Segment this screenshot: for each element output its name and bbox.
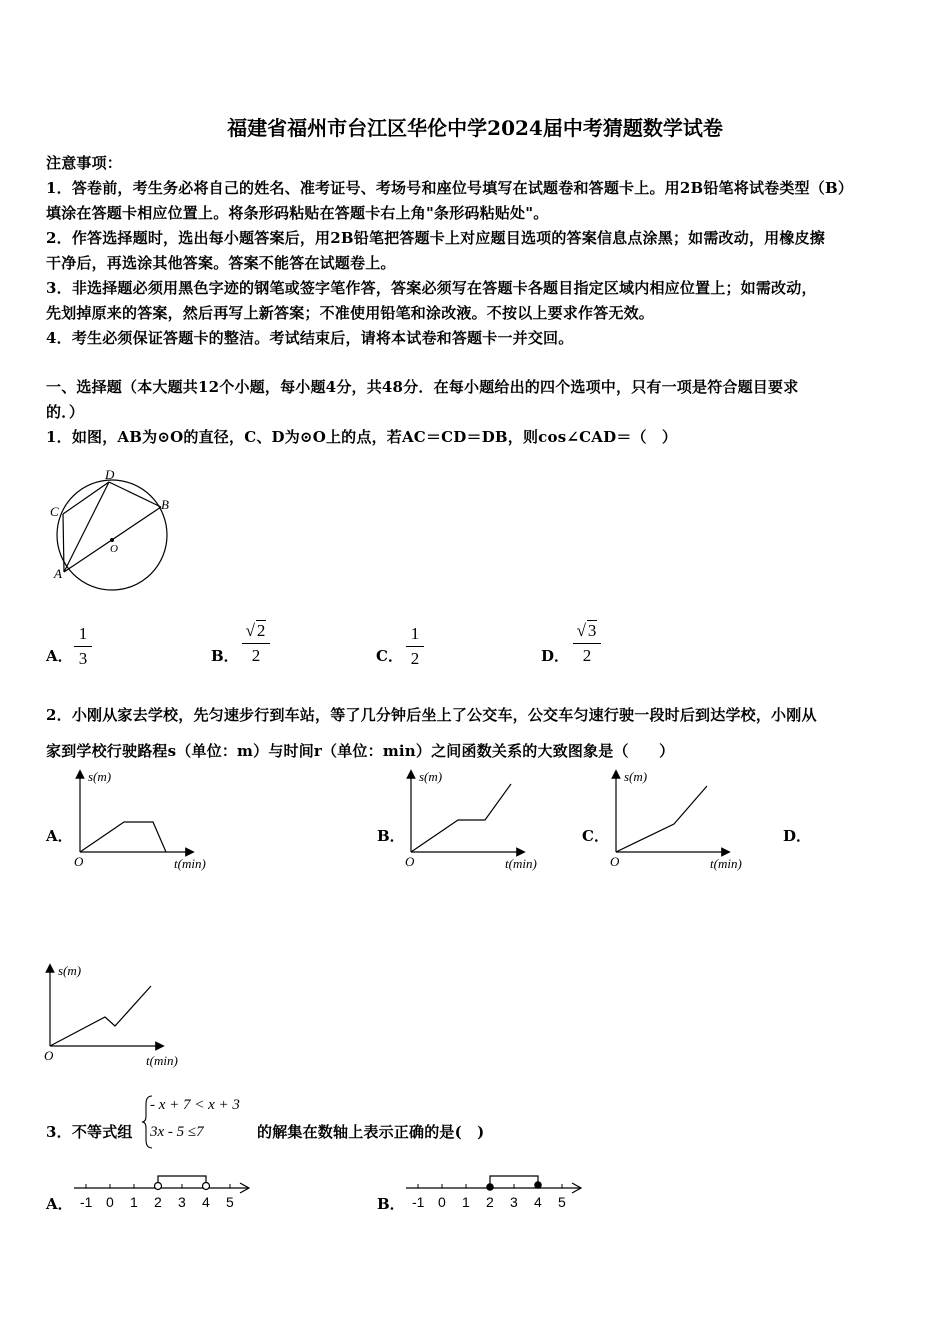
numerator: 1 [78,624,88,643]
notice-line: 4．考生必须保证答题卡的整洁。考试结束后，请将本试卷和答题卡一并交回。 [46,329,574,347]
tick-label: 3 [178,1194,186,1210]
q2-option-c-letter[interactable]: C． [582,827,609,845]
q1-option-a-letter[interactable]: A． [46,647,73,665]
q3-option-a-letter[interactable]: A． [46,1195,73,1213]
q1-option-d-fraction [573,620,601,666]
y-axis-label: s(m) [88,769,112,784]
q2-graph-c [608,766,758,876]
q1-circle-figure [46,466,176,596]
q1-option-c-letter[interactable]: C． [376,647,403,665]
tick-label: 5 [558,1194,566,1210]
notice-line: 2．作答选择题时，选出每小题答案后，用2B铅笔把答题卡上对应题目选项的答案信息点涂黑；如需改动，用橡皮擦 [46,229,825,247]
chord-ac [63,514,64,572]
tick-label: 4 [202,1194,210,1210]
tick-label: 5 [226,1194,234,1210]
chord-ad [64,482,109,572]
origin-label: O [74,854,84,869]
numerator: 2 [256,621,266,640]
label-a: A [54,566,62,581]
x-axis-label: t(min) [146,1053,178,1068]
q2-graph-b [403,766,553,876]
q3-number-line-b [402,1168,587,1214]
tick-label: -1 [80,1194,93,1210]
x-axis-label: t(min) [505,856,537,871]
q2-graph-d [42,962,192,1072]
tick-label: 1 [462,1194,470,1210]
q1-stem: 1．如图，AB为⊙O的直径，C、D为⊙O上的点，若AC＝CD＝DB，则cos∠CAD＝（ ） [46,428,678,446]
closed-endpoint-4 [534,1181,542,1189]
label-b: B [161,497,169,512]
x-axis-label: t(min) [174,856,206,871]
tick-label: 0 [106,1194,114,1210]
tick-label: 1 [130,1194,138,1210]
solution-bracket [158,1176,206,1184]
graph-line [80,822,166,852]
label-c: C [50,504,59,519]
x-axis-label: t(min) [710,856,742,871]
q2-stem-line2: 家到学校行驶路程s（单位：m）与时间r（单位：min）之间函数关系的大致图象是（ ） [46,742,675,760]
denominator: 3 [78,649,88,668]
notice-line: 3．非选择题必须用黑色字迹的钢笔或签字笔作答，答案必须写在答题卡各题目指定区域内相应位置上；如需改动， [46,279,817,297]
q1-option-b-letter[interactable]: B． [211,647,239,665]
closed-endpoint-2 [486,1183,494,1191]
origin-label: O [405,854,415,869]
tick-label: -1 [412,1194,425,1210]
q1-option-d-letter[interactable]: D． [541,647,570,665]
tick-label: 3 [510,1194,518,1210]
open-endpoint-2 [155,1183,162,1190]
notice-line: 先划掉原来的答案，然后再写上新答案；不准使用铅笔和涂改液。不按以上要求作答无效。 [46,304,655,322]
numerator: 3 [587,621,597,640]
origin-label: O [610,854,620,869]
solution-bracket [490,1176,538,1184]
y-axis-label: s(m) [419,769,443,784]
radical-sign: √ [245,621,255,640]
q1-option-a-fraction [74,624,92,669]
notice-line: 1．答卷前，考生务必将自己的姓名、准考证号、考场号和座位号填写在试题卷和答题卡上。用2B铅笔将试卷类型（B） [46,179,854,197]
center-point [110,538,114,542]
numerator: 1 [410,624,420,643]
notice-line: 填涂在答题卡相应位置上。将条形码粘贴在答题卡右上角"条形码粘贴处"。 [46,204,549,222]
q2-option-a-letter[interactable]: A． [46,827,73,845]
denominator: 2 [251,646,261,665]
page-title: 福建省福州市台江区华伦中学2024届中考猜题数学试卷 [227,116,723,140]
section-heading-cont: 的．） [46,403,85,421]
graph-line [411,784,511,852]
circle-o [57,480,167,590]
tick-label: 4 [534,1194,542,1210]
notice-heading: 注意事项： [46,154,123,172]
radical-sign: √ [576,621,586,640]
chord-db [109,482,161,507]
graph-line [616,786,707,852]
label-d: D [105,467,115,482]
y-axis-label: s(m) [624,769,648,784]
tick-label: 2 [486,1194,494,1210]
notice-line: 干净后，再选涂其他答案。答案不能答在试题卷上。 [46,254,396,272]
q3-stem-prefix: 3．不等式组 [46,1123,133,1141]
q2-graph-a [72,766,222,876]
label-o: O [110,543,118,555]
tick-label: 0 [438,1194,446,1210]
denominator: 2 [582,646,592,665]
q3-inequality-2: 3x - 5 ≤7 [150,1124,204,1140]
section-heading: 一、选择题（本大题共12个小题，每小题4分，共48分．在每小题给出的四个选项中，只有一项是符合题目要求 [46,378,799,396]
open-endpoint-4 [203,1183,210,1190]
graph-line [50,986,151,1046]
origin-label: O [44,1048,54,1063]
q2-stem-line1: 2．小刚从家去学校，先匀速步行到车站，等了几分钟后坐上了公交车，公交车匀速行驶一段时后到达学校，小刚从 [46,706,817,724]
q2-option-d-letter[interactable]: D． [783,827,812,845]
q2-option-b-letter[interactable]: B． [377,827,405,845]
q3-stem-suffix: 的解集在数轴上表示正确的是( ) [257,1123,485,1141]
q3-number-line-a [70,1168,255,1214]
q1-option-b-fraction [242,620,270,666]
y-axis-label: s(m) [58,963,82,978]
q1-option-c-fraction [406,624,424,669]
denominator: 2 [410,649,420,668]
q3-option-b-letter[interactable]: B． [377,1195,405,1213]
tick-label: 2 [154,1194,162,1210]
q3-inequality-1: - x + 7 < x + 3 [150,1097,240,1113]
